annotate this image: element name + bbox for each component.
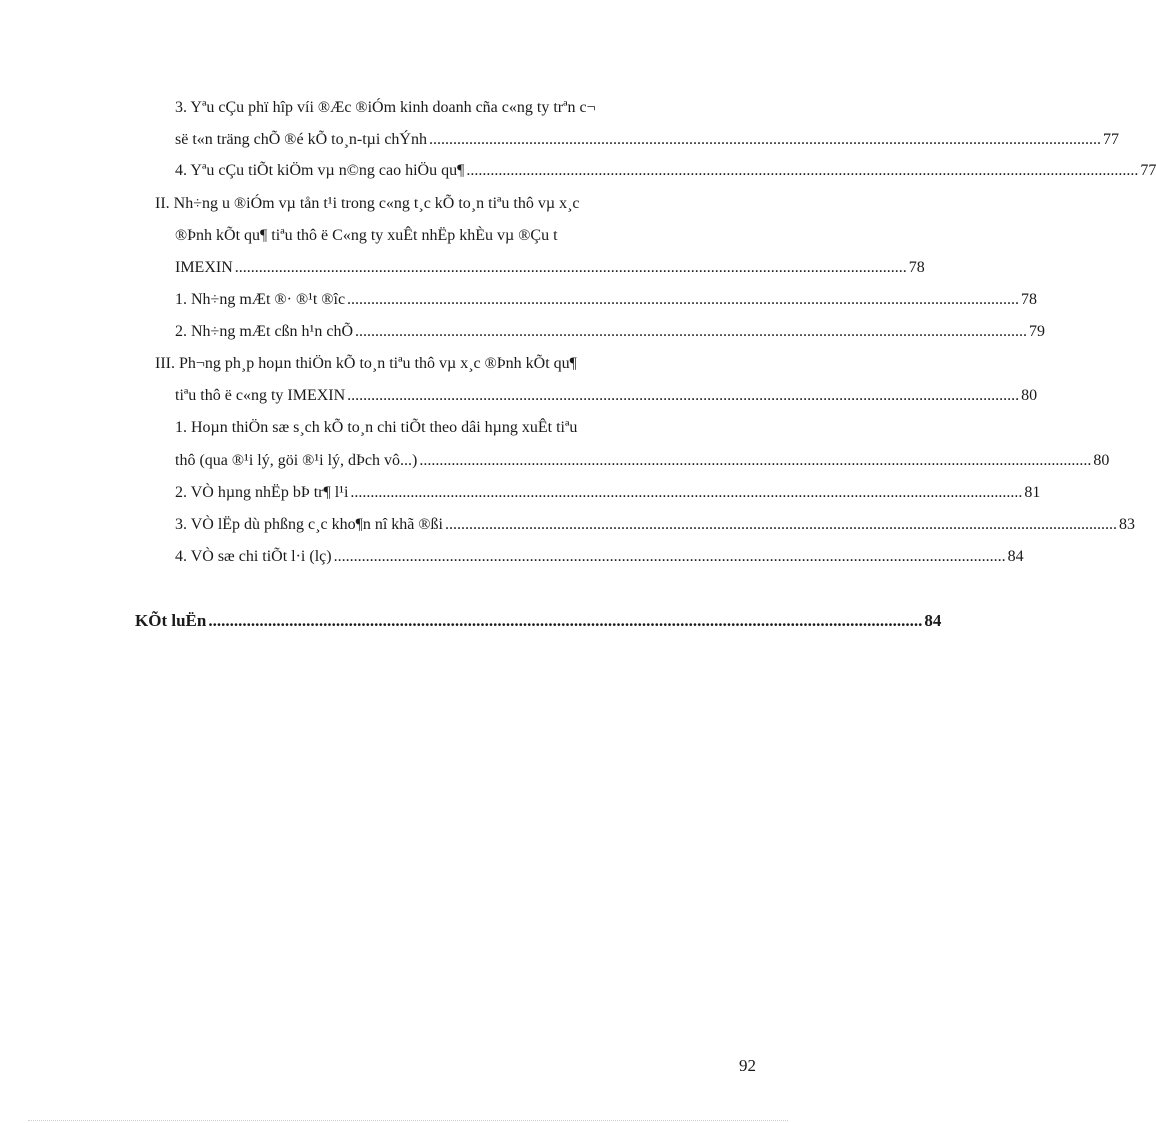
toc-entry-text: tiªu thô ë c«ng ty IMEXIN [175,387,346,404]
toc-entry-text: III. Ph¬ng ph¸p hoµn thiÖn kÕ to¸n tiªu thô vµ x¸c ®Þnh kÕt qu¶ [155,355,577,372]
toc-entry [175,483,1041,503]
toc-entry-text: II. Nh÷ng u ®iÓm vµ tån t¹i trong c«ng t¸c kÕ to¸n tiªu thô vµ x¸c [155,195,580,212]
toc-entry [175,98,596,118]
toc-page-number: 81 [1024,484,1041,501]
toc-entry-text: 4. VÒ sæ chi tiÕt l·i (lç) [175,548,332,565]
toc-entry [175,547,1024,567]
toc-page-number: 80 [1093,452,1110,469]
toc-page-number: 84 [1007,548,1024,565]
toc-entry-conclusion [135,611,942,631]
toc-entry-text: 1. Nh÷ng mÆt ®· ®¹t ®îc [175,291,346,308]
toc-page-number: 77 [1140,162,1156,179]
page-number: 92 [739,1056,756,1075]
toc-entry [175,386,1038,406]
toc-entry-text: 1. Hoµn thiÖn sæ s¸ch kÕ to¸n chi tiÕt theo dâi hµng xuÊt tiªu [175,419,578,436]
toc-entry-text: thô (qua ®¹i lý, göi ®¹i lý, dÞch vô...) [175,452,418,469]
dot-leader: ........................................................................................................................................................................ [347,387,1020,404]
toc-entry [175,322,1046,342]
toc-page-number: 78 [908,259,925,276]
toc-entry-text: KÕt luËn [135,611,207,630]
page-bottom-edge [28,1120,788,1121]
toc-page-number: 77 [1102,131,1119,148]
toc-entry-text: 2. Nh÷ng mÆt cßn h¹n chÕ [175,323,354,340]
toc-entry [175,418,577,438]
toc-entry [175,130,1119,150]
toc-entry [155,354,577,374]
toc-page-number: 83 [1118,516,1135,533]
dot-leader: ........................................................................................................................................................................ [355,323,1028,340]
toc-page-number: 80 [1021,387,1038,404]
toc-entry-text: 4. Yªu cÇu tiÕt kiÖm vµ n©ng cao hiÖu qu¶ [175,162,465,179]
dot-leader: ........................................................................................................................................................................ [208,611,923,630]
dot-leader: ........................................................................................................................................................................ [234,259,907,276]
toc-entry-text: 3. VÒ lËp dù phßng c¸c kho¶n nî khã ®ßi [175,516,443,533]
toc-entry [175,226,558,246]
toc-page-number: 84 [924,611,942,630]
dot-leader: ........................................................................................................................................................................ [347,291,1020,308]
dot-leader: ........................................................................................................................................................................ [350,484,1023,501]
toc-entry [175,161,1156,181]
dot-leader: ........................................................................................................................................................................ [466,162,1139,179]
toc-entry-text: 2. VÒ hµng nhËp bÞ tr¶ l¹i [175,484,349,501]
toc-entry [175,515,1135,535]
toc-entry-text: ®Þnh kÕt qu¶ tiªu thô ë C«ng ty xuÊt nhËp khÈu vµ ®Çu t [175,227,558,244]
toc-entry [175,290,1038,310]
toc-page-number: 79 [1029,323,1046,340]
dot-leader: ........................................................................................................................................................................ [444,516,1117,533]
dot-leader: ........................................................................................................................................................................ [428,131,1101,148]
dot-leader: ........................................................................................................................................................................ [419,452,1092,469]
toc-entry [175,451,1110,471]
toc-entry-text: së t«n träng chÕ ®é kÕ to¸n-tµi chÝnh [175,131,427,148]
toc-entry [175,258,925,278]
dot-leader: ........................................................................................................................................................................ [333,548,1006,565]
toc-entry [155,194,580,214]
toc-page-number: 78 [1021,291,1038,308]
toc-entry-text: 3. Yªu cÇu phï hîp víi ®Æc ®iÓm kinh doanh cña c«ng ty trªn c¬ [175,99,596,116]
toc-entry-text: IMEXIN [175,259,233,276]
